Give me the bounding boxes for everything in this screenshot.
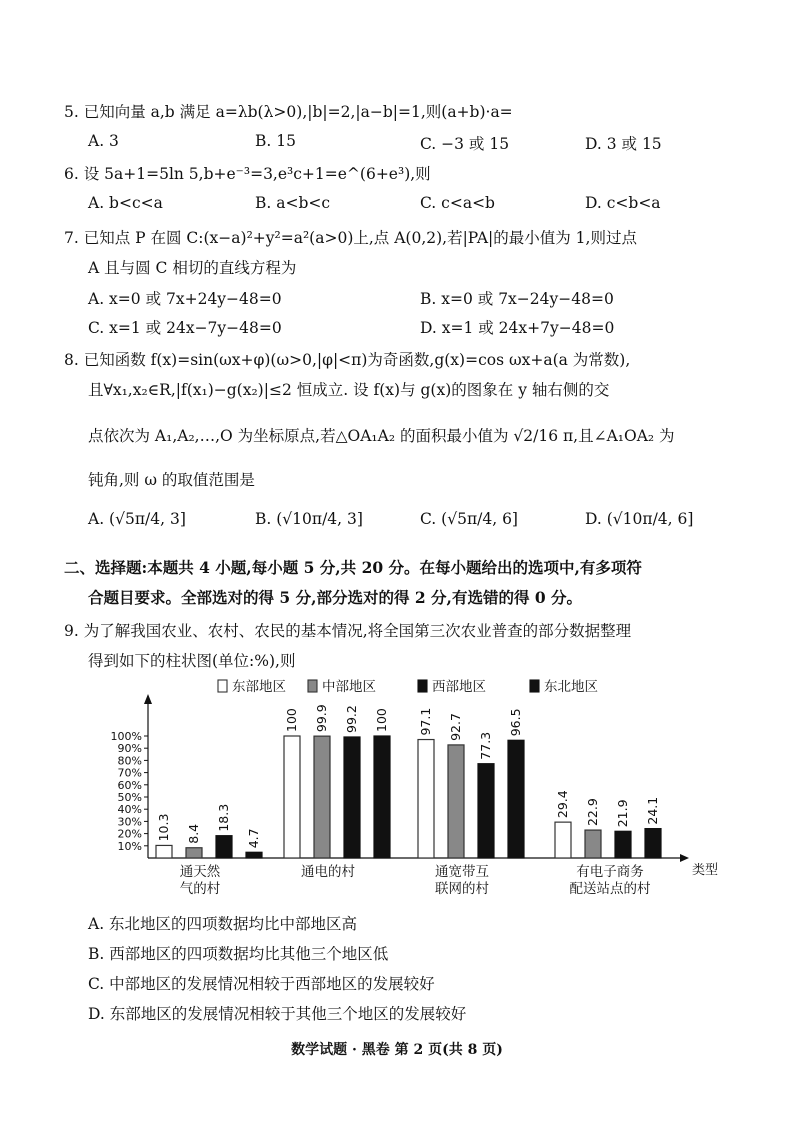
value-label: 99.9 (314, 704, 329, 733)
q6-option-c: C. c<a<b (420, 194, 495, 212)
bar-2-3 (448, 745, 464, 858)
q5-option-a: A. 3 (88, 132, 119, 150)
y-tick-label: 80% (117, 754, 142, 768)
q9-option-d: D. 东部地区的发展情况相较于其他三个地区的发展较好 (88, 1005, 467, 1023)
y-tick-label: 10% (117, 839, 142, 853)
category-label: 有电子商务 (576, 864, 644, 880)
legend-label: 东北地区 (544, 679, 598, 695)
value-label: 97.1 (418, 707, 433, 736)
page-footer: 数学试题 · 黑卷 第 2 页(共 8 页) (291, 1042, 503, 1058)
chart-legend (218, 678, 598, 695)
value-label: 92.7 (448, 713, 463, 741)
section2-heading-line2: 合题目要求。全部选对的得 5 分,部分选对的得 2 分,有选错的得 0 分。 (88, 588, 583, 607)
value-label: 29.4 (555, 790, 570, 819)
q5-option-c: C. −3 或 15 (420, 135, 510, 153)
y-tick-label: 20% (117, 827, 142, 841)
value-label: 100 (284, 708, 299, 732)
value-label: 18.3 (216, 803, 231, 832)
q9-option-c: C. 中部地区的发展情况相较于西部地区的发展较好 (88, 975, 435, 993)
value-label: 96.5 (508, 708, 523, 737)
bar-2-2 (314, 736, 330, 858)
q8-option-d: D. (√10π/4, 6] (585, 510, 694, 528)
q8-stem-line3: 点依次为 A₁,A₂,…,O 为坐标原点,若△OA₁A₂ 的面积最小值为 √2/16 π,且∠A₁OA₂ 为 (88, 427, 675, 445)
q7-stem-line2: A 且与圆 C 相切的直线方程为 (88, 259, 297, 277)
section2-heading-line1: 二、选择题:本题共 4 小题,每小题 5 分,共 20 分。在每小题给出的选项中,有多项符 (64, 558, 642, 577)
q9-stem-line1: 9. 为了解我国农业、农村、农民的基本情况,将全国第三次农业普查的部分数据整理 (64, 622, 632, 640)
q5-option-b: B. 15 (255, 132, 296, 150)
q8-stem-line2: 且∀x₁,x₂∈R,|f(x₁)−g(x₂)|≤2 恒成立. 设 f(x)与 g(x)的图象在 y 轴右侧的交 (88, 381, 610, 399)
y-tick-label: 100% (110, 730, 142, 743)
q9-option-a: A. 东北地区的四项数据均比中部地区高 (88, 915, 358, 933)
legend-label: 中部地区 (322, 679, 376, 695)
bar-3-2 (344, 737, 360, 858)
bar-1-3 (418, 740, 434, 858)
chart-value-labels (156, 704, 660, 848)
category-label: 配送站点的村 (569, 881, 651, 897)
q8-stem-line4: 钝角,则 ω 的取值范围是 (88, 471, 255, 489)
bar-1-4 (555, 822, 571, 858)
q9-stem-line2: 得到如下的柱状图(单位:%),则 (88, 652, 296, 670)
q6-option-a: A. b<c<a (88, 194, 163, 212)
value-label: 24.1 (645, 796, 660, 825)
y-tick-label: 90% (117, 742, 142, 756)
q9-option-b: B. 西部地区的四项数据均比其他三个地区低 (88, 945, 389, 963)
category-label: 联网的村 (435, 881, 489, 897)
bar-4-2 (374, 736, 390, 858)
q6-option-b: B. a<b<c (255, 194, 331, 212)
bar-2-1 (186, 848, 202, 858)
bar-3-4 (615, 831, 631, 858)
x-axis-title: 类型 (692, 863, 719, 878)
q7-stem-line1: 7. 已知点 P 在圆 C:(x−a)²+y²=a²(a>0)上,点 A(0,2),若|PA|的最小值为 1,则过点 (64, 229, 637, 247)
value-label: 77.3 (478, 731, 493, 760)
legend-swatch (418, 680, 427, 692)
x-axis-arrow (680, 854, 689, 862)
value-label: 22.9 (585, 798, 600, 827)
value-label: 100 (374, 708, 389, 732)
value-label: 4.7 (246, 828, 261, 849)
q7-option-c: C. x=1 或 24x−7y−48=0 (88, 319, 282, 337)
y-tick-label: 50% (117, 791, 142, 804)
value-label: 99.2 (344, 705, 359, 733)
bar-2-4 (585, 830, 601, 858)
value-label: 8.4 (186, 823, 201, 844)
q5-option-d: D. 3 或 15 (585, 135, 662, 153)
bar-3-3 (478, 764, 494, 858)
q8-option-b: B. (√10π/4, 3] (255, 510, 363, 528)
q7-option-a: A. x=0 或 7x+24y−48=0 (88, 290, 282, 308)
category-label: 通宽带互 (435, 864, 489, 880)
chart-bars (156, 736, 661, 858)
bar-1-1 (156, 845, 172, 858)
bar-3-1 (216, 836, 232, 858)
q5-stem: 5. 已知向量 a,b 满足 a=λb(λ>0),|b|=2,|a−b|=1,则(a+b)·a= (64, 103, 513, 121)
q8-stem-line1: 8. 已知函数 f(x)=sin(ωx+φ)(ω>0,|φ|<π)为奇函数,g(x)=cos ωx+a(a 为常数), (64, 351, 631, 369)
bar-4-1 (246, 852, 262, 858)
category-label: 通天然 (179, 864, 221, 880)
bar-4-3 (508, 740, 524, 858)
category-label: 气的村 (179, 881, 221, 897)
y-axis-arrow (144, 694, 152, 704)
legend-swatch (218, 680, 227, 692)
q8-option-c: C. (√5π/4, 6] (420, 510, 518, 528)
value-label: 10.3 (156, 813, 171, 842)
chart-category-labels (180, 863, 651, 897)
bar-4-4 (645, 829, 661, 858)
q7-option-d: D. x=1 或 24x+7y−48=0 (420, 319, 615, 337)
q6-option-d: D. c<b<a (585, 194, 661, 212)
y-tick-label: 40% (117, 803, 142, 817)
q8-option-a: A. (√5π/4, 3] (88, 510, 186, 528)
legend-swatch (530, 680, 539, 692)
legend-label: 西部地区 (432, 679, 486, 695)
category-label: 通电的村 (301, 864, 355, 880)
legend-swatch (308, 680, 317, 692)
bar-1-2 (284, 736, 300, 858)
y-tick-label: 60% (117, 778, 142, 792)
legend-label: 东部地区 (232, 679, 286, 695)
value-label: 21.9 (615, 799, 630, 828)
y-tick-label: 30% (117, 815, 142, 829)
q7-option-b: B. x=0 或 7x−24y−48=0 (420, 290, 614, 308)
q6-stem: 6. 设 5a+1=5ln 5,b+e⁻³=3,e³c+1=e^(6+e³),则 (64, 165, 431, 183)
bar-chart (90, 672, 719, 908)
y-tick-label: 70% (117, 766, 142, 780)
